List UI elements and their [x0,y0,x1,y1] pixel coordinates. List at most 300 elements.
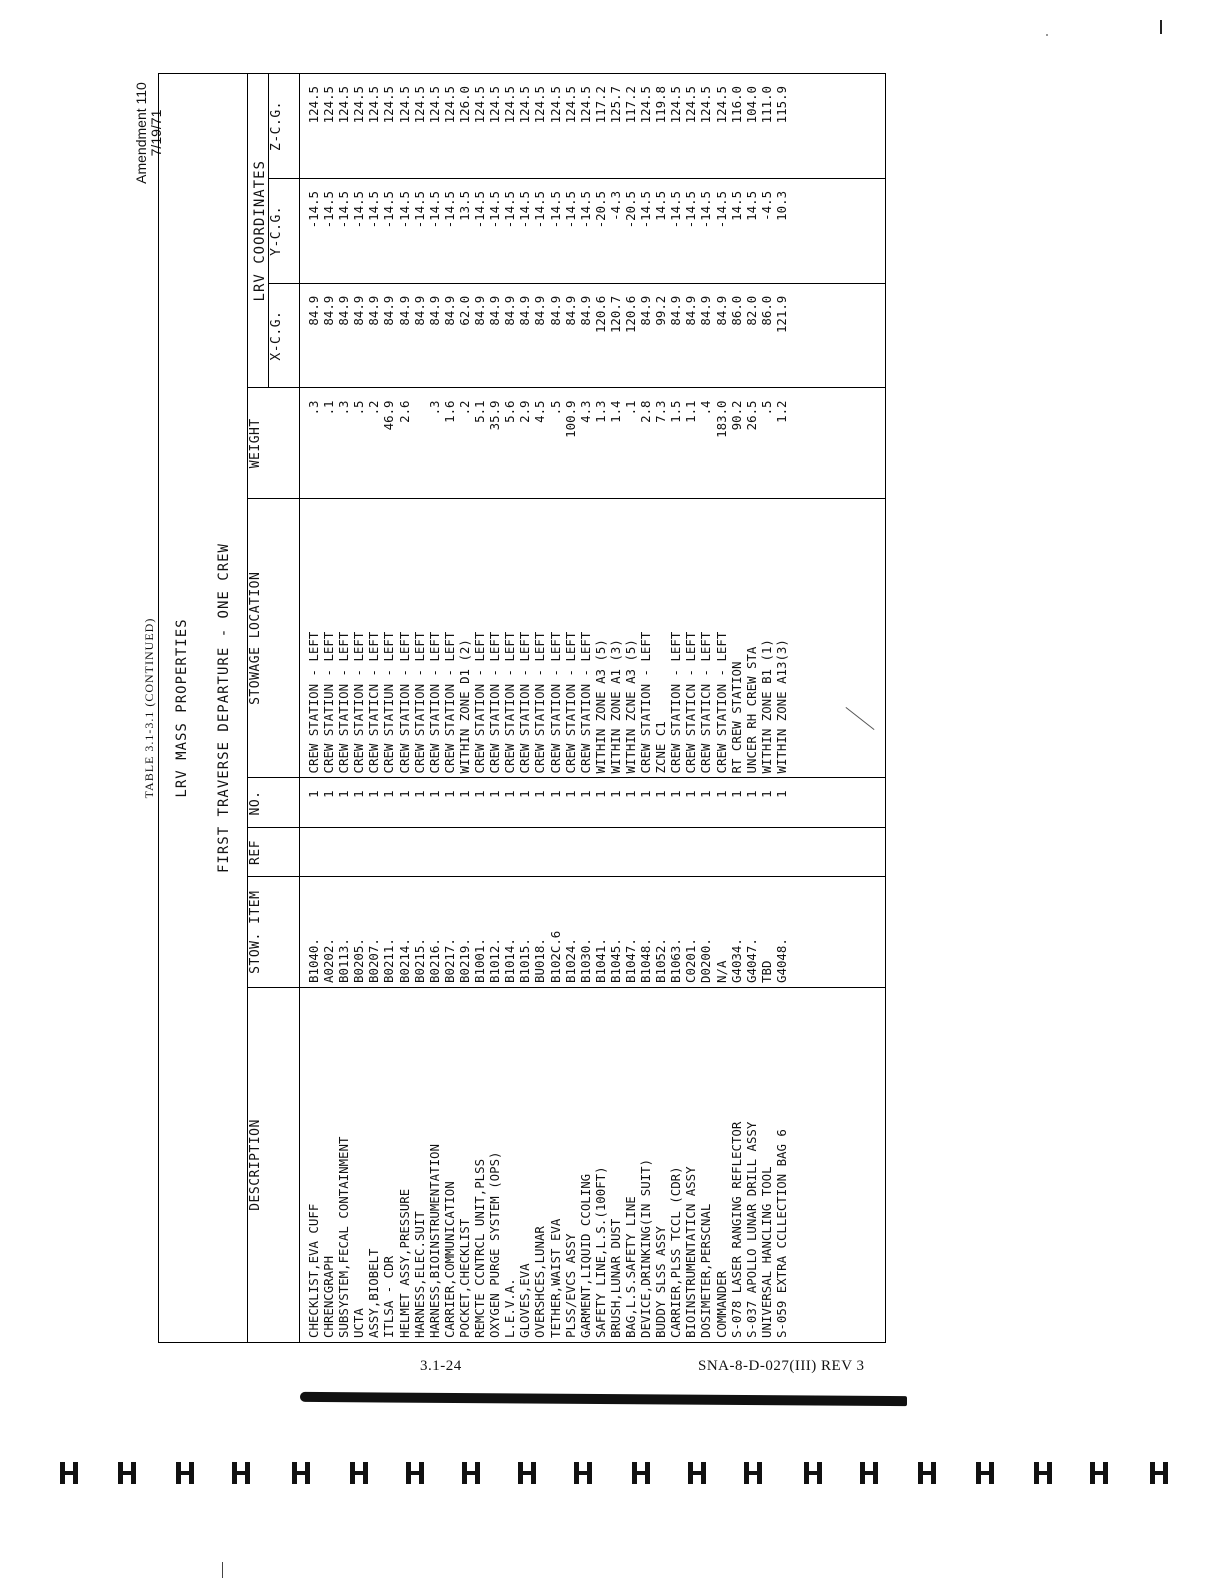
cell-ref [457,829,472,877]
cell-no: 1 [321,790,337,798]
cell-description: POCKET,CHECKLIST [456,1218,472,1338]
cell-y: -14.5 [547,190,563,229]
cell-description: UNIVERSAL HANCLING TOOL [758,1166,774,1338]
cell-no: 1 [441,790,457,798]
cell-ref [366,829,381,877]
cell-x: 84.9 [577,295,593,326]
cell-description: BIOINSTRUMENTATICN ASSY [683,1166,699,1338]
cell-description: GARMENT,LIQUID CCOLING [577,1173,593,1338]
cell-location: CREW STATION - LEFT [441,631,457,774]
binding-mark [860,1462,878,1484]
cell-stow-item: B0217. [441,938,457,983]
cell-ref [381,829,396,877]
cell-location: CREW STATION - LEFT [306,631,321,774]
cell-description: SUBSYSTEM,FECAL CONTAINMENT [336,1136,352,1338]
cell-x: 82.0 [743,295,759,326]
cell-ref [472,829,487,877]
cell-no: 1 [487,790,503,798]
cell-description: CARRIER,PLSS TCCL (CDR) [668,1166,684,1338]
cell-z: 124.5 [351,86,367,124]
column-z-cg [300,74,886,179]
footer-rule [300,1392,907,1406]
cell-x: 84.9 [306,295,321,326]
cell-location: WITHIN ZONE D1 (2) [456,639,472,774]
cell-x: 84.9 [396,295,412,326]
cell-description: OVERSHCES,LUNAR [532,1226,548,1338]
cell-z: 124.5 [683,86,699,124]
cell-ref [548,829,563,877]
cell-z: 124.5 [381,86,397,124]
cell-x: 84.9 [502,295,518,326]
cell-location: CREW STATION - LEFT [532,631,548,774]
cell-z: 126.0 [456,86,472,124]
cell-y: 14.5 [728,190,744,221]
cell-no: 1 [472,790,488,798]
cell-y: -14.5 [381,190,397,229]
cell-z: 124.5 [336,86,352,124]
cell-weight: .2 [456,400,472,416]
cell-no: 1 [622,790,638,798]
cell-location: CREW STATIUN - LEFT [381,631,397,774]
binding-mark [918,1462,936,1484]
cell-weight [412,389,427,499]
cell-y: -4.3 [607,190,623,221]
cell-y: -14.5 [472,190,488,229]
cell-ref [774,829,789,877]
cell-stow-item: B0215. [411,938,427,983]
mass-properties-table [158,73,886,1343]
cell-weight: .5 [758,400,774,416]
cell-ref [517,829,532,877]
cell-x: 84.9 [517,295,533,326]
cell-ref [623,829,638,877]
cell-y: -14.5 [321,190,337,229]
cell-location: CREW STATION - LEFT [336,631,352,774]
cell-description: BUDDY SLSS ASSY [653,1226,669,1338]
cell-description: S-037 APOLLO LUNAR DRILL ASSY [743,1121,759,1338]
cell-ref [427,829,442,877]
col-header-no: NO. [248,778,300,828]
cell-weight: 2.6 [396,400,412,423]
cell-stow-item: B0214. [396,938,412,983]
cell-weight: .3 [426,400,442,416]
cell-y: -14.5 [668,190,684,229]
cell-location: CREW STATION - LEFT [562,631,578,774]
cell-description: ASSY,BIOBELT [366,1248,382,1338]
cell-stow-item: G4047. [743,938,759,983]
cell-weight: .3 [336,400,352,416]
cell-no: 1 [411,790,427,798]
cell-x: 84.9 [351,295,367,326]
col-header-y-cg: Y-C.G. [269,178,300,283]
binding-mark [1150,1462,1168,1484]
cell-stow-item: B1012. [487,938,503,983]
cell-z: 117.2 [622,86,638,124]
cell-location: CREW STATICN - LEFT [366,631,382,774]
cell-location: WITHIN ZCNE A3 (5) [622,639,638,774]
cell-y: 13.5 [456,190,472,221]
cell-no: 1 [336,790,352,798]
cell-description: DEVICE,DRINKING(IN SUIT) [638,1158,654,1338]
cell-description: DOSIMETER,PERSCNAL [698,1203,714,1338]
cell-weight: 1.2 [773,400,789,423]
cell-x: 84.9 [638,295,654,326]
cell-y: -14.5 [577,190,593,229]
cell-ref [698,829,713,877]
cell-x: 84.9 [336,295,352,326]
cell-ref [336,829,351,877]
cell-ref [714,829,729,877]
cell-stow-item: TBD [758,960,774,983]
page-number: 3.1-24 [420,1358,462,1374]
column-description [300,987,886,1342]
cell-y: -14.5 [411,190,427,229]
cell-y: -14.5 [306,190,321,229]
cell-location: CREW STATIUN - LEFT [321,631,337,774]
cell-weight: 4.5 [532,400,548,423]
cell-no: 1 [683,790,699,798]
cell-y: -4.5 [758,190,774,221]
cell-z: 124.5 [713,86,729,124]
table-title-block [159,74,248,1343]
cell-z: 124.5 [472,86,488,124]
cell-z: 124.5 [532,86,548,124]
binding-holes-strip [0,1462,1220,1492]
cell-location: CREW STATION - LEFT [396,631,412,774]
cell-stow-item: B1052. [653,938,669,983]
cell-z: 125.7 [607,86,623,124]
cell-location: CREW STATION - LEFT [472,631,488,774]
cell-y: 14.5 [653,190,669,221]
cell-ref [397,829,412,877]
cell-description: CHRENCGRAPH [321,1255,337,1338]
binding-mark [406,1462,424,1484]
cell-z: 117.2 [592,86,608,124]
cell-z: 124.5 [668,86,684,124]
cell-location: CREW STATION - LEFT [487,631,503,774]
binding-mark [632,1462,650,1484]
cell-ref [442,829,457,877]
cell-z: 116.0 [728,86,744,124]
column-no [300,778,886,828]
cell-description: ITLSA - CDR [381,1255,397,1338]
col-header-weight: WEIGHT [248,388,300,499]
cell-z: 124.5 [487,86,503,124]
cell-ref [608,829,623,877]
col-header-stow-item: STOW. ITEM [248,877,300,988]
binding-mark [1090,1462,1108,1484]
cell-description: HARNESS,BIOINSTRUMENTATION [426,1144,442,1338]
cell-z: 124.5 [321,86,337,124]
cell-ref [653,829,668,877]
cell-weight: .1 [321,400,337,416]
binding-mark [118,1462,136,1484]
cell-ref [683,829,698,877]
column-weight [300,388,886,499]
cell-no: 1 [306,790,321,798]
cell-no: 1 [456,790,472,798]
cell-location: CREW STATION - LEFT [351,631,367,774]
cell-x: 120.6 [592,295,608,334]
cell-no: 1 [517,790,533,798]
cell-no: 1 [773,790,789,798]
cell-weight: 100.9 [562,400,578,438]
cell-description: BRUSH,LUNAR DUST [607,1218,623,1338]
cell-x: 84.9 [683,295,699,326]
cell-y: 14.5 [743,190,759,221]
scan-mark [222,1562,223,1578]
cell-stow-item: B1014. [502,938,518,983]
rotated-page-content [128,73,918,1343]
lrv-coordinates-header: LRV COORDINATES [248,74,269,389]
cell-x: 84.9 [441,295,457,326]
cell-location: RT CREW STATION [728,661,744,774]
cell-x: 84.9 [713,295,729,326]
cell-ref [563,829,578,877]
cell-x: 84.9 [562,295,578,326]
scan-mark [1160,20,1162,34]
cell-x: 62.0 [456,295,472,326]
cell-stow-item: B0219. [456,938,472,983]
cell-y: -14.5 [441,190,457,229]
cell-z: 124.5 [306,86,321,124]
cell-location: CREW STATICN - LEFT [683,631,699,774]
cell-ref [532,829,547,877]
cell-no: 1 [426,790,442,798]
cell-no: 1 [532,790,548,798]
cell-stow-item: B1024. [562,938,578,983]
cell-stow-item: B0216. [426,938,442,983]
column-x-cg [300,283,886,388]
cell-x: 84.9 [532,295,548,326]
cell-x: 84.9 [547,295,563,326]
cell-description: S-078 LASER RANGING REFLECTOR [728,1121,744,1338]
cell-stow-item: BU018. [532,938,548,983]
cell-z: 124.5 [638,86,654,124]
cell-weight: .2 [366,400,382,416]
cell-location: WITHIN ZONE B1 (1) [758,639,774,774]
cell-stow-item: B1041. [592,938,608,983]
cell-stow-item: B0207. [366,938,382,983]
cell-description: PLSS/EVCS ASSY [562,1233,578,1338]
cell-weight: 46.9 [381,400,397,431]
cell-description: OXYGEN PURGE SYSTEM (OPS) [487,1151,503,1338]
cell-no: 1 [638,790,654,798]
cell-location: CREW STATICN - LEFT [698,631,714,774]
cell-no: 1 [607,790,623,798]
cell-no: 1 [547,790,563,798]
cell-y: -14.5 [638,190,654,229]
cell-description: L.E.V.A. [502,1278,518,1338]
cell-description: GLOVES,EVA [517,1263,533,1338]
cell-y: -14.5 [396,190,412,229]
cell-no: 1 [592,790,608,798]
scan-speck [1046,34,1048,36]
cell-z: 124.5 [562,86,578,124]
cell-ref [351,829,366,877]
cell-weight: 90.2 [728,400,744,431]
cell-location: CREW STATION - LEFT [638,631,654,774]
cell-z: 124.5 [547,86,563,124]
cell-no: 1 [653,790,669,798]
cell-weight: .1 [622,400,638,416]
cell-location: ZCNE C1 [653,721,669,774]
cell-weight: 4.3 [577,400,593,423]
cell-y: -14.5 [683,190,699,229]
cell-location: UNCER RH CREW STA [743,646,759,774]
cell-no: 1 [502,790,518,798]
cell-weight: 1.3 [592,400,608,423]
cell-ref [744,829,759,877]
cell-description: HELMET ASSY,PRESSURE [396,1188,412,1338]
cell-description: HARNESS,ELEC.SUIT [411,1211,427,1338]
cell-weight: 1.5 [668,400,684,423]
table-caption: TABLE 3.1-3.1 (CONTINUED) [142,617,156,799]
cell-location: CREW STATION - LEFT [713,631,729,774]
col-header-stowage-location: STOWAGE LOCATION [248,499,300,778]
cell-y: -14.5 [502,190,518,229]
cell-y: -14.5 [532,190,548,229]
amendment-number: Amendment 110 [133,82,149,184]
cell-x: 84.9 [381,295,397,326]
cell-y: 10.3 [773,190,789,221]
cell-weight: 183.0 [713,400,729,438]
col-header-description: DESCRIPTION [248,987,300,1342]
cell-z: 124.5 [396,86,412,124]
cell-z: 119.8 [653,86,669,124]
cell-y: -14.5 [562,190,578,229]
column-y-cg [300,178,886,283]
cell-weight: 2.9 [517,400,533,423]
cell-weight: 2.8 [638,400,654,423]
cell-location: CREW STATION - LEFT [502,631,518,774]
cell-ref [759,829,774,877]
cell-weight: 1.4 [607,400,623,423]
column-stow-item [300,877,886,988]
cell-stow-item: B0211. [381,938,397,983]
cell-no: 1 [743,790,759,798]
cell-z: 124.5 [366,86,382,124]
cell-location: CREW STATION - LEFT [426,631,442,774]
cell-stow-item: B1040. [306,938,321,983]
cell-y: -14.5 [366,190,382,229]
cell-y: -20.5 [622,190,638,229]
cell-y: -14.5 [351,190,367,229]
cell-weight: 1.1 [683,400,699,423]
cell-ref [502,829,517,877]
cell-no: 1 [351,790,367,798]
cell-location: WITHIN ZONE A3 (5) [592,639,608,774]
binding-mark [176,1462,194,1484]
cell-weight: 5.6 [502,400,518,423]
cell-x: 84.9 [426,295,442,326]
cell-weight: .3 [306,400,321,416]
cell-description: S-059 EXTRA CCLLECTION BAG 6 [773,1129,789,1338]
cell-no: 1 [758,790,774,798]
cell-description: TETHER,WAIST EVA [547,1218,563,1338]
cell-stow-item: B1045. [607,938,623,983]
binding-mark [292,1462,310,1484]
cell-no: 1 [668,790,684,798]
cell-ref [638,829,653,877]
cell-no: 1 [396,790,412,798]
cell-y: -14.5 [713,190,729,229]
cell-stow-item: G4034. [728,938,744,983]
column-stowage-location [300,499,886,778]
cell-x: 121.9 [773,295,789,334]
cell-ref [668,829,683,877]
cell-z: 111.0 [758,86,774,124]
binding-mark [688,1462,706,1484]
cell-weight: .4 [698,400,714,416]
cell-x: 84.9 [698,295,714,326]
cell-weight: 5.1 [472,400,488,423]
binding-mark [350,1462,368,1484]
cell-description: CHECKLIST,EVA CUFF [306,1203,321,1338]
cell-x: 120.7 [607,295,623,334]
cell-ref [578,829,593,877]
cell-weight: 7.3 [653,400,669,423]
cell-stow-item: C0201. [683,938,699,983]
cell-y: -14.5 [517,190,533,229]
cell-description: CARRIER,COMMUNICATION [441,1181,457,1338]
cell-description: SAFETY LINE,L.S.(100FT) [592,1166,608,1338]
cell-no: 1 [381,790,397,798]
document-number: SNA-8-D-027(III) REV 3 [698,1358,865,1374]
col-header-z-cg: Z-C.G. [269,74,300,179]
column-ref [300,828,886,877]
cell-stow-item: B102C.6 [547,930,563,983]
cell-z: 124.5 [698,86,714,124]
cell-no: 1 [366,790,382,798]
cell-stow-item: B0113. [336,938,352,983]
binding-mark [60,1462,78,1484]
cell-x: 120.6 [622,295,638,334]
cell-stow-item: B1001. [472,938,488,983]
cell-weight: 26.5 [743,400,759,431]
cell-z: 124.5 [577,86,593,124]
cell-y: -14.5 [426,190,442,229]
cell-x: 99.2 [653,295,669,326]
cell-description: REMCTE CCNTRCL UNIT,PLSS [472,1158,488,1338]
cell-no: 1 [728,790,744,798]
cell-stow-item: B1047. [622,938,638,983]
binding-mark [804,1462,822,1484]
cell-no: 1 [577,790,593,798]
cell-y: -20.5 [592,190,608,229]
binding-mark [232,1462,250,1484]
table-subtitle: FIRST TRAVERSE DEPARTURE - ONE CREW [216,543,232,874]
col-header-x-cg: X-C.G. [269,283,300,388]
cell-stow-item: B1030. [577,938,593,983]
cell-x: 84.9 [366,295,382,326]
cell-stow-item: D0200. [698,938,714,983]
cell-ref [321,829,336,877]
cell-no: 1 [713,790,729,798]
cell-location: CREW STATION - LEFT [547,631,563,774]
cell-location: CREW STATION - LEFT [517,631,533,774]
cell-weight: .5 [351,400,367,416]
binding-mark [744,1462,762,1484]
cell-location: WITHIN ZONE A1 (3) [607,639,623,774]
cell-stow-item: B0205. [351,938,367,983]
cell-location: CREW STATION - LEFT [411,631,427,774]
cell-z: 115.9 [773,86,789,124]
cell-x: 84.9 [472,295,488,326]
cell-ref [487,829,502,877]
cell-weight: 35.9 [487,400,503,431]
cell-stow-item: A0202. [321,938,337,983]
